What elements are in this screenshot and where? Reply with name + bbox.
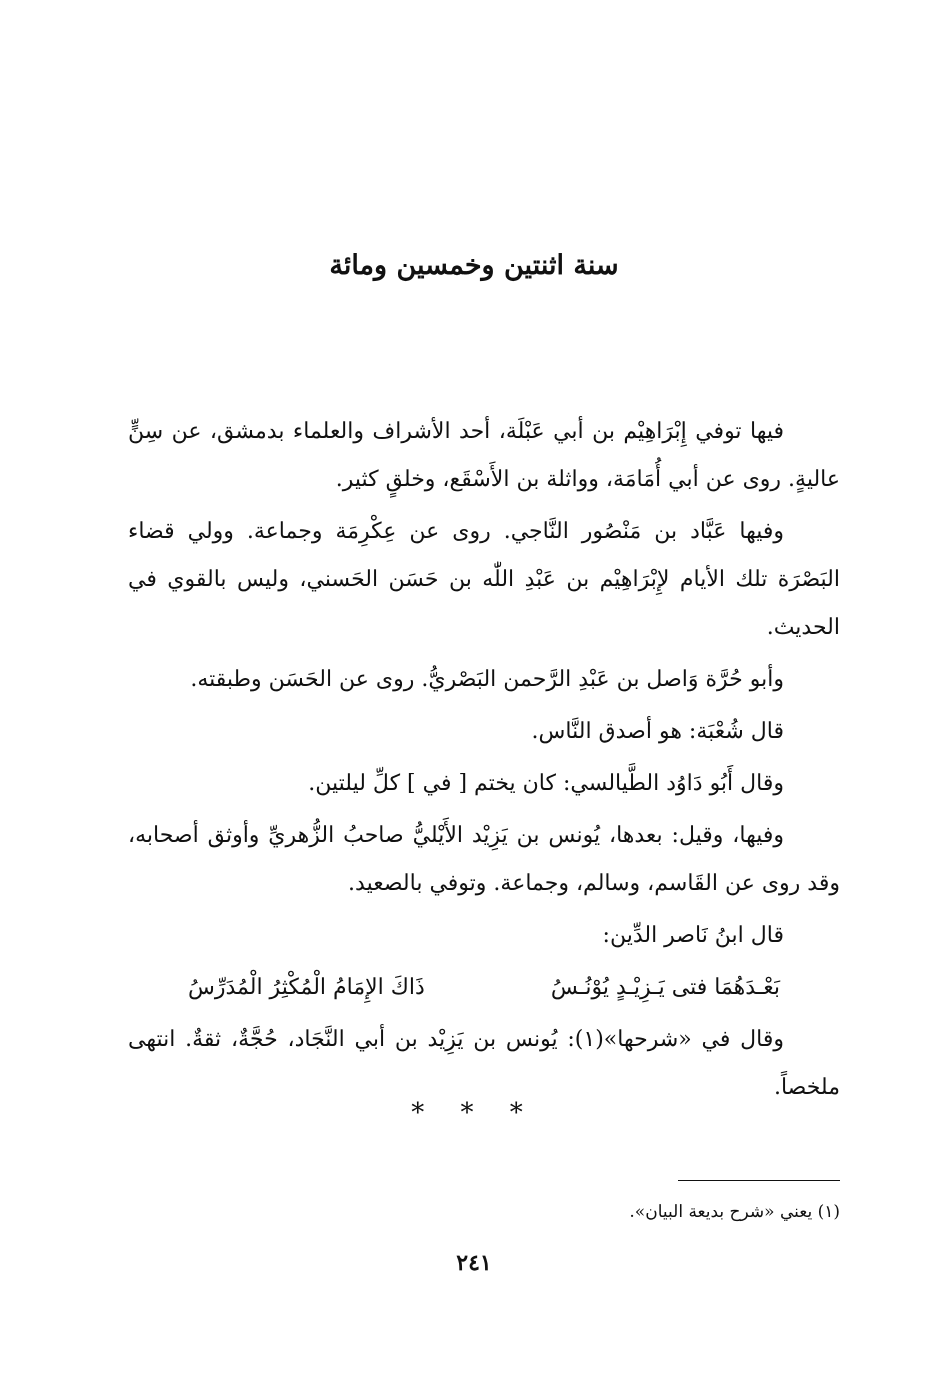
section-ornament: * * * [411,1098,537,1128]
section-heading: سنة اثنتين وخمسين ومائة [329,250,619,281]
footnote-divider [678,1180,840,1181]
paragraph-abbad-ibn-mansur: وفيها عَبَّاد بن مَنْصُور النَّاجي. روى عن عِكْرِمَة وجماعة. وولي قضاء البَصْرَة تلك الأيام لإِبْرَاهِيْم بن عَبْدِ اللّٰه بن حَسَن الحَسني، وليس بالقوي في الحديث. [128,519,840,640]
paragraph-shuba-quote: قال شُعْبَة: هو أصدق النَّاس. [531,719,784,744]
paragraph-abu-hurra: وأبو حُرَّة وَاصل بن عَبْدِ الرَّحمن البَصْريُّ. روى عن الحَسَن وطبقته. [190,667,784,692]
paragraph-ibrahim-ibn-abi-abla: فيها توفي إِبْرَاهِيْم بن أبي عَبْلَة، أحد الأشراف والعلماء بدمشق، عن سِنٍّ عاليةٍ. روى عن أبي أُمَامَة، وواثلة بن الأَسْقَع، وخلقٍ كثير. [128,419,840,492]
paragraph-sharh-quote: وقال في «شرحها»(١): يُونس بن يَزِيْد بن أبي النَّجَاد، حُجَّةٌ، ثقةٌ. انتهى ملخصاً. [128,1027,840,1100]
paragraph-ibn-nasir-intro: قال ابنُ نَاصر الدِّين: [602,923,784,948]
paragraph-yunus-ibn-yazid: وفيها، وقيل: بعدها، يُونس بن يَزِيْد الأَيْليُّ صاحبُ الزُّهريِّ وأوثق أصحابه، وقد روى عن القَاسم، وسالم، وجماعة. وتوفي بالصعيد. [128,823,840,896]
page-number: ٢٤١ [456,1250,492,1276]
poetry-verse [128,964,840,1012]
main-text [128,408,840,1116]
paragraph-tayalisi-quote: وقال أَبُو دَاوُد الطَّيالسي: كان يختم [ في ] كلِّ ليلتين. [308,771,784,796]
verse-second-hemistich: ذَاكَ الإِمَامُ الْمُكْثِرُ الْمُدَرِّسُ [188,975,425,1000]
footnote: (١) يعني «شرح بديعة البيان». [629,1202,840,1222]
verse-first-hemistich: بَعْـدَهُمَا فتى يَـزِيْـدٍ يُوْنُـسُ [550,975,780,1000]
